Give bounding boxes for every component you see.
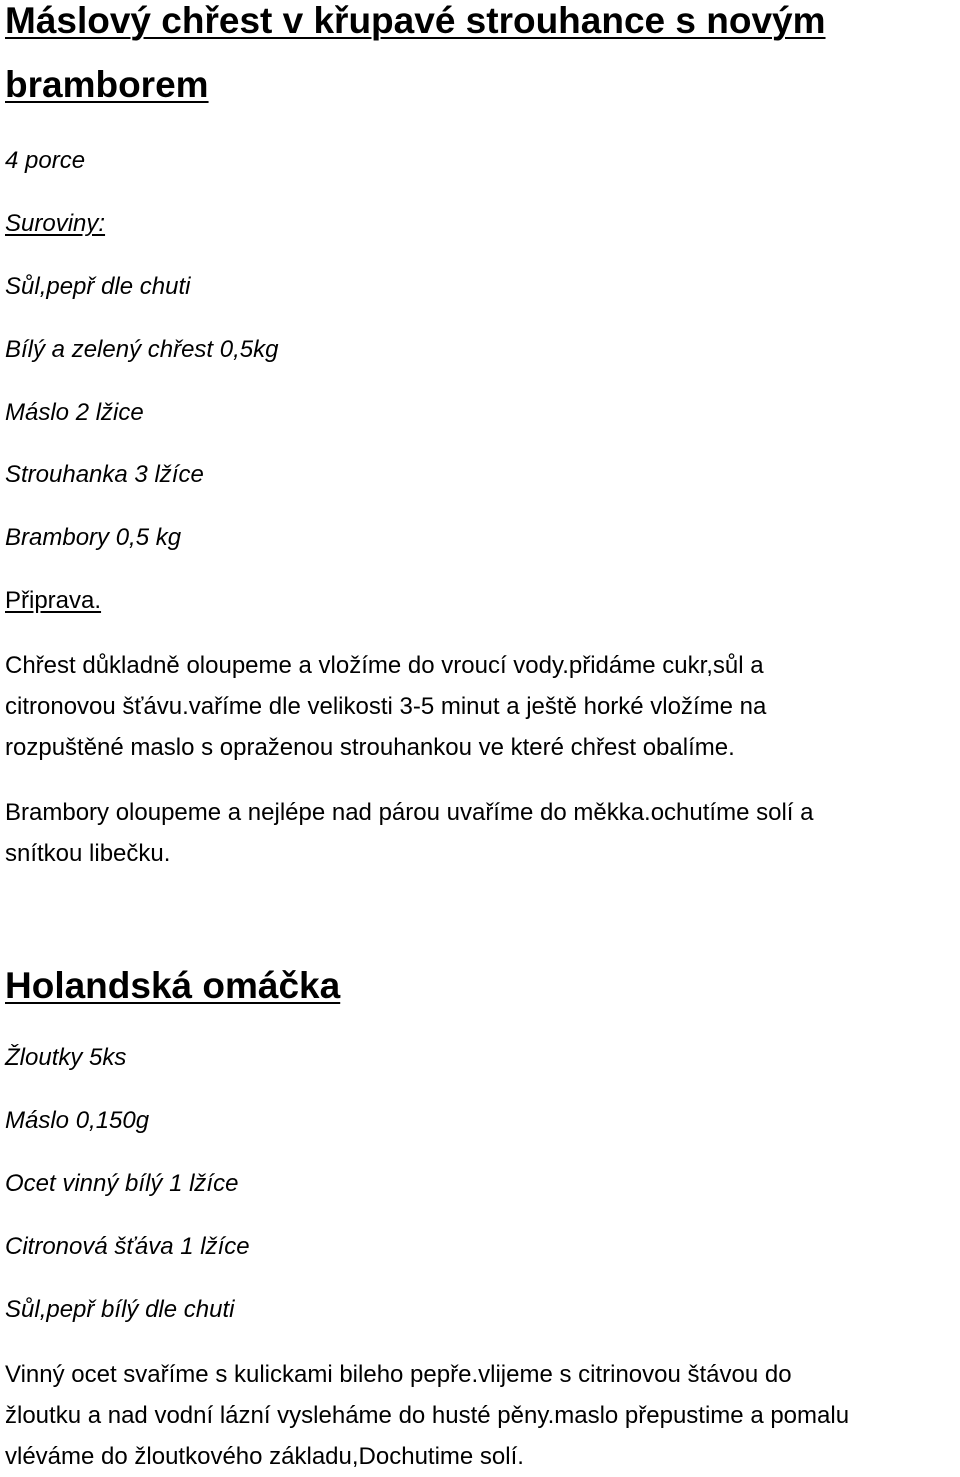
preparation-line: citronovou šťávu.vaříme dle velikosti 3-5 minut a ještě horké vložíme na bbox=[5, 693, 767, 720]
sauce-ingredient-item: Máslo 0,150g bbox=[5, 1107, 150, 1134]
preparation-line: Chřest důkladně oloupeme a vložíme do vroucí vody.přidáme cukr,sůl a bbox=[5, 652, 764, 679]
sauce-ingredient-item: Sůl,pepř bílý dle chuti bbox=[5, 1296, 235, 1323]
ingredients-heading: Suroviny: bbox=[5, 210, 106, 237]
servings: 4 porce bbox=[5, 147, 86, 174]
potato-preparation-text bbox=[5, 792, 955, 874]
ingredient-item: Strouhanka 3 lžíce bbox=[5, 461, 204, 488]
ingredient-item: Brambory 0,5 kg bbox=[5, 524, 182, 551]
sauce-ingredient-item: Žloutky 5ks bbox=[5, 1044, 127, 1071]
preparation-line: rozpuštěné maslo s opraženou strouhankou ve které chřest obalíme. bbox=[5, 734, 735, 761]
sauce-title: Holandská omáčka bbox=[5, 965, 341, 1006]
ingredient-item: Sůl,pepř dle chuti bbox=[5, 273, 191, 300]
preparation-heading: Připrava. bbox=[5, 587, 102, 614]
sauce-instructions bbox=[5, 1354, 955, 1477]
sauce-ingredient-item: Citronová šťáva 1 lžíce bbox=[5, 1233, 250, 1260]
preparation-text bbox=[5, 645, 955, 768]
instruction-line: vléváme do žloutkového základu,Dochutime solí. bbox=[5, 1443, 524, 1470]
ingredient-item: Bílý a zelený chřest 0,5kg bbox=[5, 336, 279, 363]
recipe-title-line1: Máslový chřest v křupavé strouhance s novým bbox=[5, 0, 826, 41]
recipe-title-line2: bramborem bbox=[5, 64, 209, 105]
instruction-line: Vinný ocet svaříme s kulickami bileho pepře.vlijeme s citrinovou štávou do bbox=[5, 1361, 792, 1388]
ingredient-item: Máslo 2 lžice bbox=[5, 399, 144, 426]
preparation-line: Brambory oloupeme a nejlépe nad párou uvaříme do měkka.ochutíme solí a bbox=[5, 799, 814, 826]
sauce-ingredient-item: Ocet vinný bílý 1 lžíce bbox=[5, 1170, 239, 1197]
instruction-line: žloutku a nad vodní lázní vysleháme do husté pěny.maslo přepustime a pomalu bbox=[5, 1402, 850, 1429]
preparation-line: snítkou libečku. bbox=[5, 840, 171, 867]
